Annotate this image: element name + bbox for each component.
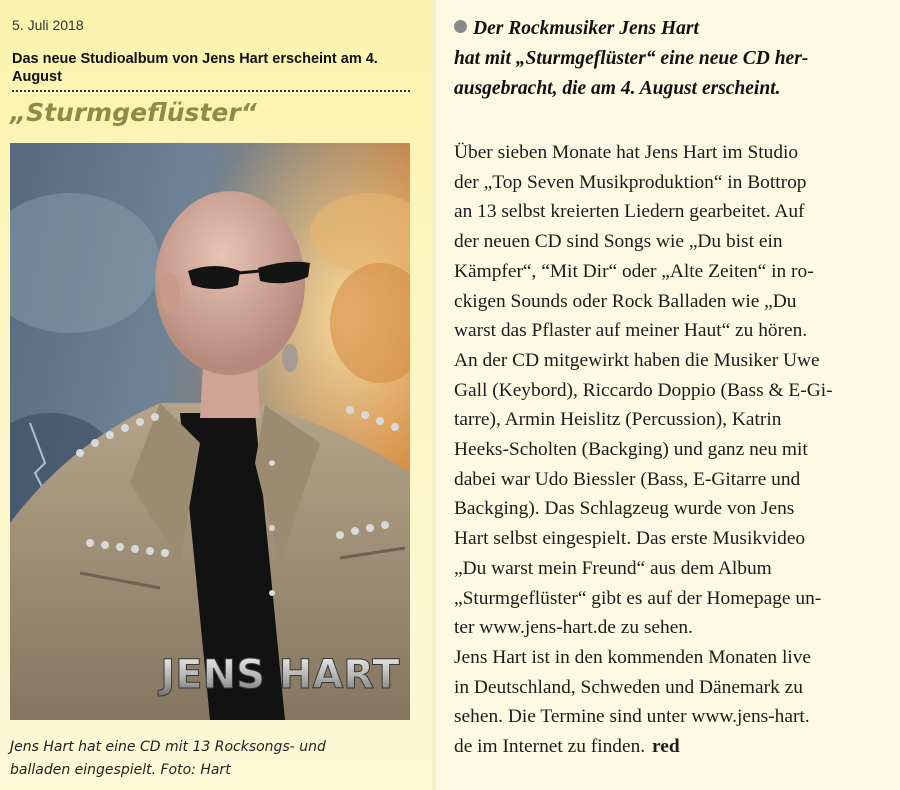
- caption-line: balladen eingespielt. Foto: Hart: [10, 762, 231, 778]
- body-line: tarre), Armin Heislitz (Percussion), Katrin: [454, 409, 782, 431]
- article-lead: [454, 14, 894, 104]
- article-body: [454, 138, 894, 762]
- body-line: Hart selbst eingespielt. Das erste Musikvideo: [454, 528, 806, 550]
- body-line: Kämpfer“, “Mit Dir“ oder „Alte Zeiten“ in ro-: [454, 260, 814, 282]
- body-line: Jens Hart ist in den kommenden Monaten live: [454, 646, 812, 668]
- body-line: warst das Pflaster auf meiner Haut“ zu hören.: [454, 320, 808, 342]
- caption-line: Jens Hart hat eine CD mit 13 Rocksongs- und: [10, 739, 326, 755]
- lead-line: ausgebracht, die am 4. August erscheint.: [454, 78, 781, 99]
- body-line: der „Top Seven Musikproduktion“ in Bottrop: [454, 171, 807, 193]
- body-line: ckigen Sounds oder Rock Balladen wie „Du: [454, 290, 797, 312]
- dotted-divider: [12, 90, 410, 92]
- album-title: „Sturmgeflüster“: [10, 98, 257, 127]
- body-line: „Du warst mein Freund“ aus dem Album: [454, 557, 772, 579]
- body-line: Heeks-Scholten (Backging) und ganz neu mit: [454, 439, 808, 461]
- body-line: dabei war Udo Biessler (Bass, E-Gitarre und: [454, 468, 801, 490]
- album-cover-photo: [10, 143, 410, 720]
- body-line: an 13 selbst kreierten Liedern gearbeitet. Auf: [454, 201, 805, 223]
- body-line: Gall (Keybord), Riccardo Doppio (Bass & E-Gi-: [454, 379, 833, 401]
- body-line: „Sturmgeflüster“ gibt es auf der Homepage un-: [454, 587, 822, 609]
- lead-line: Der Rockmusiker Jens Hart: [454, 14, 894, 44]
- body-line: in Deutschland, Schweden und Dänemark zu: [454, 676, 803, 698]
- body-line: An der CD mitgewirkt haben die Musiker Uwe: [454, 349, 820, 371]
- album-logo-text: JENS HART: [160, 652, 400, 698]
- bullet-icon: [454, 20, 467, 33]
- lead-line: hat mit „Sturmgeflüster“ eine neue CD her-: [454, 48, 809, 69]
- right-column: [436, 0, 900, 790]
- body-line: Backging). Das Schlagzeug wurde von Jens: [454, 498, 795, 520]
- body-line: de im Internet zu finden. red: [454, 736, 680, 758]
- body-line: sehen. Die Termine sind unter www.jens-hart.: [454, 706, 810, 728]
- photo-caption: [10, 736, 420, 782]
- article-headline: Das neue Studioalbum von Jens Hart erscheint am 4. August: [12, 51, 378, 85]
- author-credit: red: [652, 736, 680, 758]
- body-line: Über sieben Monate hat Jens Hart im Studio: [454, 142, 799, 163]
- left-column: [0, 0, 432, 790]
- article-date: 5. Juli 2018: [12, 17, 84, 33]
- body-line: der neuen CD sind Songs wie „Du bist ein: [454, 231, 783, 253]
- body-line: ter www.jens-hart.de zu sehen.: [454, 617, 693, 639]
